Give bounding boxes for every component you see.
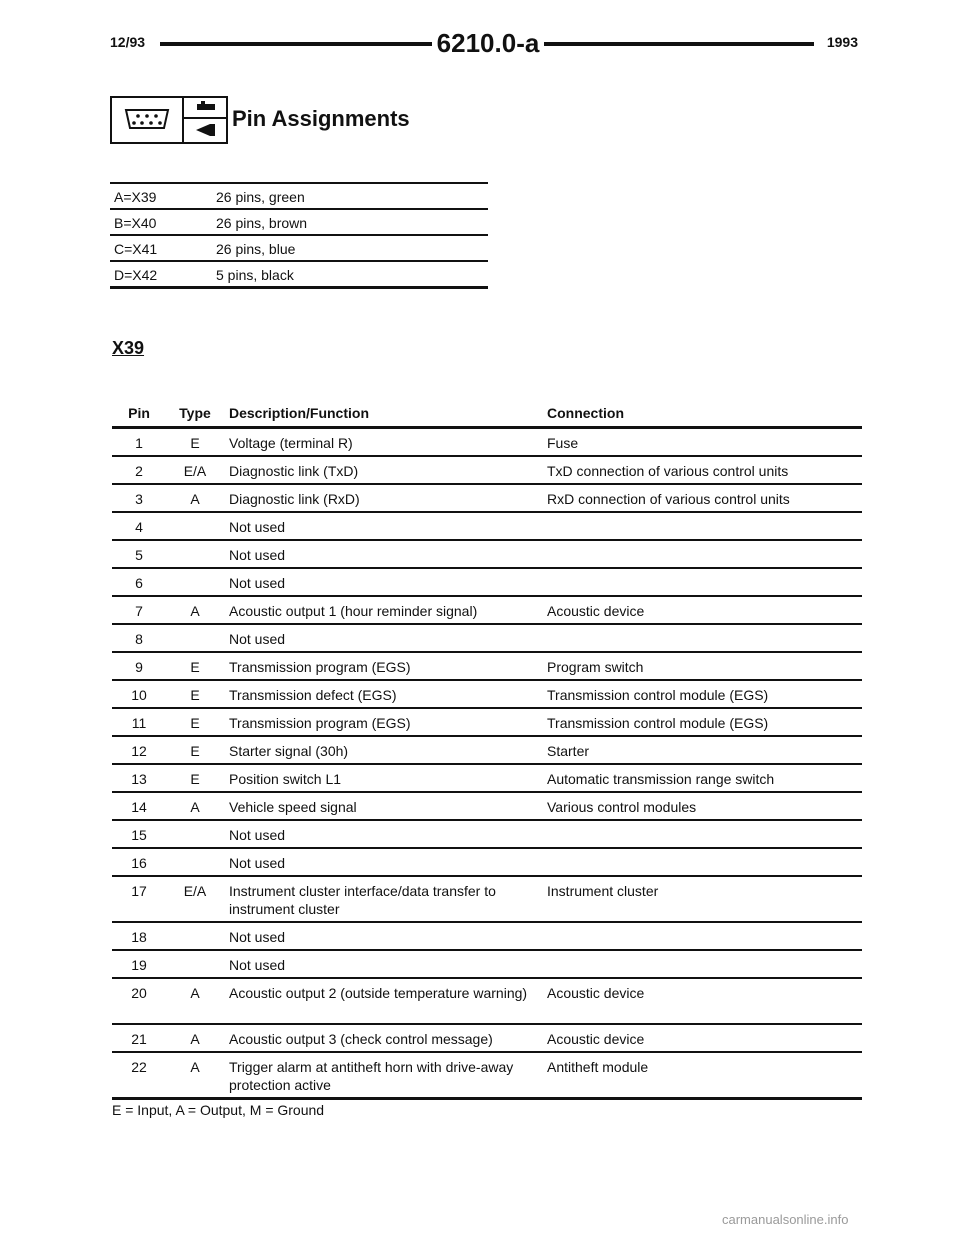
pin-connection: Acoustic device (547, 1031, 645, 1047)
pin-type: E (190, 715, 200, 731)
pin-number: 11 (131, 715, 147, 731)
pin-description: Acoustic output 2 (outside temperature warning) (229, 985, 528, 1001)
connector-spec: 26 pins, green (216, 189, 305, 205)
pin-type: A (190, 1059, 200, 1075)
pin-table (112, 402, 862, 1100)
page-title: Pin Assignments (232, 106, 410, 131)
header-date: 12/93 (110, 34, 146, 50)
pin-connection: Fuse (547, 435, 579, 451)
pin-connection: RxD connection of various control units (547, 491, 790, 507)
type-legend: E = Input, A = Output, M = Ground (112, 1102, 325, 1118)
pin-type: E (190, 771, 200, 787)
pin-number: 3 (135, 491, 143, 507)
header-rule-left (160, 42, 432, 46)
pin-table-header (112, 402, 862, 429)
pin-number: 22 (131, 1059, 147, 1075)
pin-type: E (190, 659, 200, 675)
pin-description: Starter signal (30h) (229, 743, 349, 759)
table-row (112, 1025, 862, 1053)
page-header (110, 30, 858, 58)
pin-type: E (190, 435, 200, 451)
table-row (112, 569, 862, 597)
table-row (112, 597, 862, 625)
pin-type: E (190, 687, 200, 703)
pin-description: Diagnostic link (TxD) (229, 463, 359, 479)
pin-number: 16 (131, 855, 147, 871)
title-icon-box (110, 96, 228, 144)
header-year: 1993 (826, 34, 858, 50)
pin-connection: Instrument cluster (547, 883, 659, 899)
table-row (110, 236, 488, 262)
pin-description: Not used (229, 575, 286, 591)
pin-type: A (190, 1031, 200, 1047)
pin-type: E (190, 743, 200, 759)
pin-description: Instrument cluster interface/data transfer to instrument cluster (229, 883, 496, 917)
section-heading: X39 (112, 338, 145, 358)
pin-description: Not used (229, 519, 286, 535)
pin-description: Not used (229, 855, 286, 871)
pin-number: 6 (135, 575, 143, 591)
connector-spec: 5 pins, black (216, 267, 294, 283)
table-row (112, 923, 862, 951)
watermark-text: carmanualsonline.info (722, 1212, 849, 1227)
pin-description: Position switch L1 (229, 771, 342, 787)
pin-connection: Acoustic device (547, 603, 645, 619)
table-row (110, 184, 488, 210)
pin-number: 9 (135, 659, 143, 675)
connector-id: B=X40 (114, 215, 157, 231)
table-row (112, 951, 862, 979)
table-row (112, 1053, 862, 1100)
pin-connection: Acoustic device (547, 985, 645, 1001)
pin-number: 20 (131, 985, 147, 1001)
table-row (112, 429, 862, 457)
table-row (110, 210, 488, 236)
header-description: Description/Function (229, 405, 369, 421)
pin-description: Not used (229, 547, 286, 563)
table-row (112, 625, 862, 653)
connector-id: D=X42 (114, 267, 158, 283)
pin-type: A (190, 491, 200, 507)
pin-type: A (190, 985, 200, 1001)
pin-number: 2 (135, 463, 143, 479)
pin-type: E/A (183, 883, 207, 899)
connector-spec: 26 pins, brown (216, 215, 308, 231)
table-row (112, 681, 862, 709)
pin-number: 17 (131, 883, 147, 899)
pin-description: Not used (229, 929, 286, 945)
header-connection: Connection (547, 405, 624, 421)
pin-connection: Automatic transmission range switch (547, 771, 775, 787)
table-row (112, 457, 862, 485)
table-row (112, 849, 862, 877)
table-row (112, 709, 862, 737)
table-row (112, 793, 862, 821)
pin-number: 5 (135, 547, 143, 563)
pin-type: E/A (183, 463, 207, 479)
table-row (112, 821, 862, 849)
pin-description: Not used (229, 827, 286, 843)
connector-summary-table (110, 182, 488, 289)
pin-number: 8 (135, 631, 143, 647)
pin-connection: Antitheft module (547, 1059, 649, 1075)
pin-connection: Transmission control module (EGS) (547, 715, 769, 731)
pin-description: Transmission defect (EGS) (229, 687, 397, 703)
document-code: 6210.0-a (436, 28, 540, 58)
pin-description: Vehicle speed signal (229, 799, 357, 815)
pin-connection: TxD connection of various control units (547, 463, 789, 479)
pin-connection: Program switch (547, 659, 644, 675)
table-row (112, 737, 862, 765)
pin-number: 14 (131, 799, 147, 815)
pin-description: Voltage (terminal R) (229, 435, 353, 451)
pin-connection: Transmission control module (EGS) (547, 687, 769, 703)
pin-type: A (190, 603, 200, 619)
table-row (112, 513, 862, 541)
pin-number: 21 (131, 1031, 147, 1047)
pin-description: Acoustic output 3 (check control message) (229, 1031, 493, 1047)
table-row (110, 262, 488, 289)
pin-number: 10 (131, 687, 147, 703)
pin-description: Acoustic output 1 (hour reminder signal) (229, 603, 478, 619)
pin-connection: Various control modules (547, 799, 697, 815)
table-row (112, 979, 862, 1025)
connector-icon (112, 98, 184, 142)
pin-number: 4 (135, 519, 143, 535)
table-row (112, 485, 862, 513)
table-row (112, 541, 862, 569)
pin-description: Not used (229, 631, 286, 647)
header-type: Type (179, 405, 211, 421)
pin-number: 1 (135, 435, 143, 451)
pin-number: 12 (131, 743, 147, 759)
pin-description: Transmission program (EGS) (229, 715, 411, 731)
pin-description: Trigger alarm at antitheft horn with drive-away protection active (229, 1059, 514, 1093)
pin-number: 18 (131, 929, 147, 945)
pin-number: 19 (131, 957, 147, 973)
table-row (112, 877, 862, 923)
pin-number: 13 (131, 771, 147, 787)
pin-number: 7 (135, 603, 143, 619)
pin-table-body (112, 429, 862, 1100)
pin-description: Not used (229, 957, 286, 973)
connector-id: C=X41 (114, 241, 158, 257)
pin-description: Transmission program (EGS) (229, 659, 411, 675)
pin-type: A (190, 799, 200, 815)
connector-id: A=X39 (114, 189, 157, 205)
pin-connection: Starter (547, 743, 590, 759)
plug-socket-icon (184, 98, 226, 142)
header-rule-right (544, 42, 814, 46)
table-row (112, 653, 862, 681)
pin-number: 15 (131, 827, 147, 843)
header-pin: Pin (128, 405, 150, 421)
connector-spec: 26 pins, blue (216, 241, 296, 257)
table-row (112, 765, 862, 793)
pin-description: Diagnostic link (RxD) (229, 491, 360, 507)
